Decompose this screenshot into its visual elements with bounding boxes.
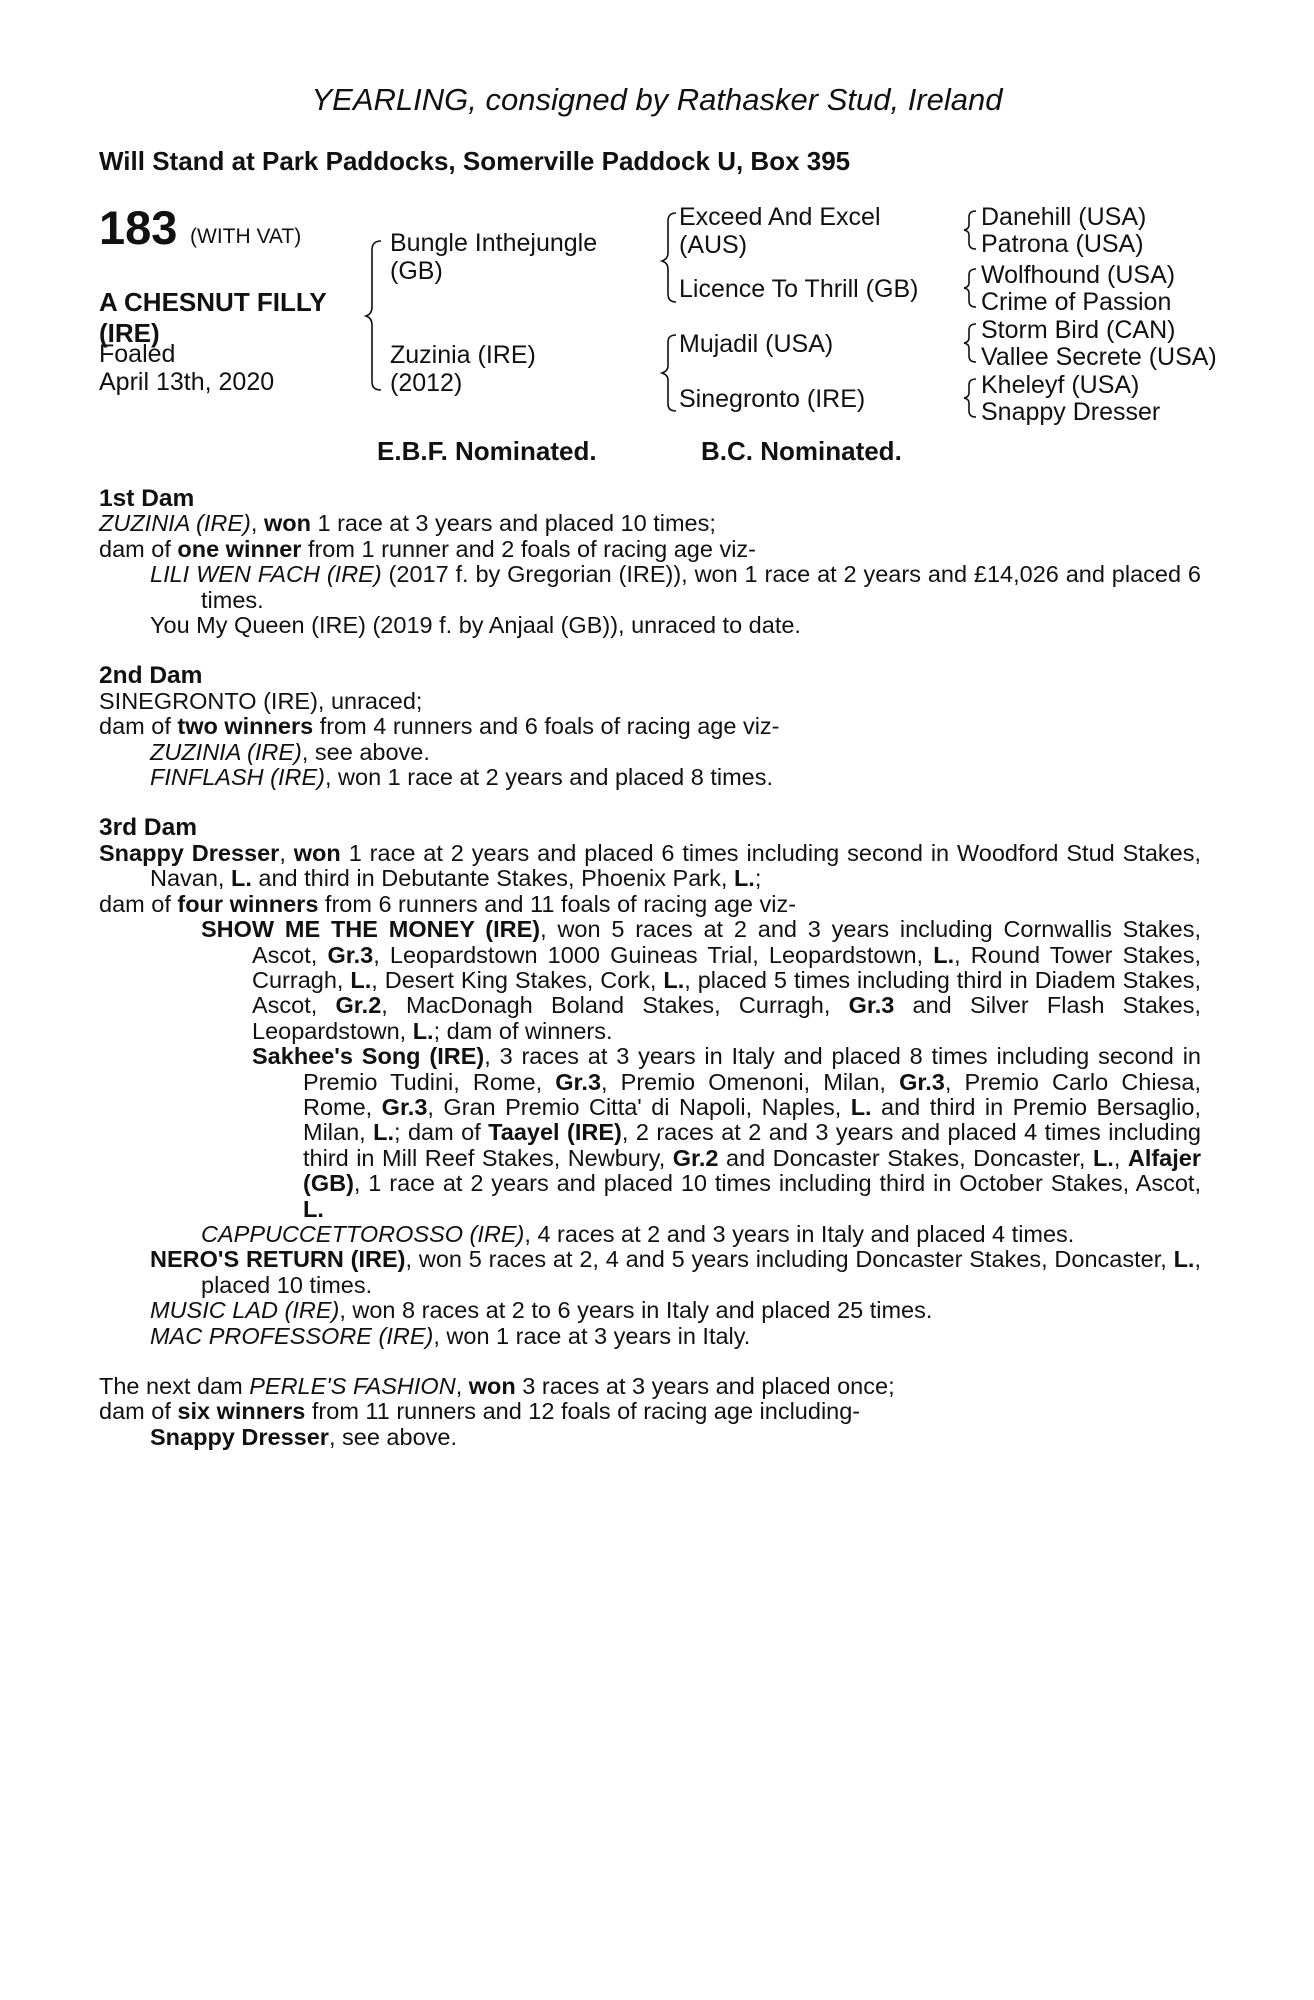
first-dam-section — [99, 486, 1201, 638]
winners-count: two winners — [177, 713, 314, 740]
produce-summary — [99, 537, 1201, 562]
produce-entry — [99, 917, 1201, 1044]
brace-gen3-1 — [964, 211, 976, 249]
pedigree-gen3-4: Crime of Passion — [981, 288, 1172, 316]
page-title: YEARLING, consigned by Rathasker Stud, Ireland — [311, 82, 1003, 117]
foaled-info — [99, 340, 274, 396]
text: , won 1 race at 3 years in Italy. — [433, 1322, 751, 1349]
grade-marker: Gr.3 — [327, 941, 374, 968]
won-text: won — [263, 510, 311, 537]
text: , see above. — [328, 1423, 457, 1450]
lot-number: 183 — [99, 201, 178, 254]
dam-line — [99, 841, 1201, 892]
produce-summary — [99, 892, 1201, 917]
text: , — [279, 839, 294, 866]
listed-marker: L. — [303, 1195, 324, 1222]
won-text: won — [468, 1373, 516, 1399]
section-heading: 1st Dam — [99, 485, 195, 512]
grade-marker: Gr.3 — [381, 1093, 428, 1120]
text: ; dam of — [394, 1119, 489, 1146]
grade-marker: Gr.3 — [555, 1068, 602, 1095]
text: , Round Tower Stakes, Curragh, — [252, 941, 1201, 993]
sire-sire-name: Exceed And Excel — [679, 203, 881, 231]
text: , 2 races at 2 and 3 years and placed 4 times including third in Mill Reef Stakes, Newbury, — [303, 1119, 1201, 1171]
produce-entry — [99, 1425, 1201, 1450]
dam-line — [99, 511, 1201, 536]
produce-entry — [99, 562, 1201, 613]
pedigree-gen3-5: Storm Bird (CAN) — [981, 316, 1176, 344]
brace-gen3-3 — [964, 324, 976, 362]
sire-country: (GB) — [390, 257, 443, 285]
text: , Leopardstown 1000 Guineas Trial, Leopardstown, — [373, 941, 934, 968]
winners-count: one winner — [177, 535, 302, 562]
produce-summary — [99, 714, 1201, 739]
text: , — [250, 510, 264, 537]
pedigree-gen3-3: Wolfhound (USA) — [981, 261, 1176, 289]
winners-count: six winners — [177, 1398, 306, 1425]
text: and Doncaster Stakes, Doncaster, — [718, 1144, 1093, 1171]
foaled-date: April 13th, 2020 — [99, 368, 275, 396]
text: 1 race at 2 years and placed 6 times including second in Woodford Stud Stakes, Navan, — [150, 839, 1202, 892]
text: , — [455, 1373, 469, 1399]
text: , placed 5 times including third in Diadem Stakes, Ascot, — [252, 966, 1201, 1019]
listed-marker: L. — [733, 865, 755, 892]
produce-entry: You My Queen (IRE) (2019 f. by Anjaal (GB)), unraced to date. — [150, 612, 801, 639]
second-dam-section — [99, 663, 1201, 790]
grade-marker: Gr.2 — [672, 1144, 719, 1171]
horse-name: Taayel (IRE) — [488, 1119, 622, 1146]
text: , 4 races at 2 and 3 years in Italy and placed 4 times. — [524, 1220, 1075, 1247]
horse-name: Snappy Dresser — [99, 839, 280, 866]
horse-name: Alfajer (GB) — [303, 1144, 1201, 1197]
section-heading: 2nd Dam — [99, 662, 203, 690]
bc-nomination: B.C. Nominated. — [701, 436, 902, 466]
produce-entry — [99, 1044, 1201, 1222]
dam-name: ZUZINIA (IRE) — [99, 510, 251, 537]
text: , MacDonagh Boland Stakes, Curragh, — [381, 992, 849, 1019]
pedigree-gen3-6: Vallee Secrete (USA) — [981, 343, 1217, 371]
text: , see above. — [301, 738, 430, 765]
pedigree-sire-dam: Licence To Thrill (GB) — [679, 275, 919, 303]
text: , Premio Carlo Chiesa, Rome, — [303, 1068, 1202, 1120]
produce-entry — [99, 740, 1201, 765]
text: , 3 races at 3 years in Italy and placed 8 times including second in Premio Tudini, Rome, — [303, 1043, 1201, 1095]
text: from 1 runner and 2 foals of racing age viz- — [301, 535, 756, 562]
listed-marker: L. — [373, 1119, 395, 1146]
pedigree-dam-sire: Mujadil (USA) — [679, 330, 834, 358]
text: dam of — [99, 535, 178, 562]
ebf-nomination: E.B.F. Nominated. — [377, 436, 597, 466]
grade-marker: Gr.3 — [899, 1068, 945, 1095]
pedigree-dam — [390, 341, 536, 397]
text: dam of — [99, 1398, 178, 1425]
grade-marker: Gr.3 — [848, 992, 895, 1019]
text: and Silver Flash Stakes, Leopardstown, — [252, 992, 1201, 1044]
pedigree-gen3-7: Kheleyf (USA) — [981, 371, 1140, 399]
dam-line — [99, 1374, 1201, 1399]
dam-name: Zuzinia (IRE) — [390, 341, 536, 369]
text: dam of — [99, 713, 178, 740]
stand-location: Will Stand at Park Paddocks, Somerville Paddock U, Box 395 — [99, 146, 851, 176]
sire-sire-country: (AUS) — [679, 231, 748, 259]
text: dam of — [99, 890, 178, 917]
horse-name: LILI WEN FACH (IRE) — [150, 561, 382, 588]
horse-name: Sakhee's Song (IRE) — [252, 1043, 485, 1070]
sex-line: A CHESNUT FILLY — [99, 287, 327, 317]
horse-name: SHOW ME THE MONEY (IRE) — [201, 916, 541, 943]
text: from 11 runners and 12 foals of racing age including- — [305, 1398, 861, 1425]
listed-marker: L. — [933, 941, 955, 968]
text: 1 race at 3 years and placed 10 times; — [310, 510, 716, 537]
dam-line: SINEGRONTO (IRE), unraced; — [99, 687, 423, 714]
horse-name: CAPPUCCETTOROSSO (IRE) — [201, 1220, 525, 1247]
dam-year: (2012) — [390, 369, 463, 397]
pedigree-sire — [390, 229, 597, 285]
won-text: won — [293, 839, 341, 866]
next-dam-section — [99, 1374, 1201, 1450]
text: and third in Debutante Stakes, Phoenix Park, — [251, 865, 734, 892]
horse-name: FINFLASH (IRE) — [150, 764, 325, 791]
listed-marker: L. — [350, 966, 372, 993]
produce-entry — [99, 1324, 1201, 1349]
brace-gen3-4 — [964, 379, 976, 417]
produce-entry — [99, 1247, 1201, 1298]
produce-entry — [99, 1298, 1201, 1323]
brace-gen2-top — [662, 213, 676, 302]
catalogue-body — [99, 486, 1201, 1450]
brace-gen3-2 — [964, 269, 976, 307]
listed-marker: L. — [663, 966, 685, 993]
vat-note: (WITH VAT) — [190, 225, 302, 248]
text: ; dam of winners. — [433, 1017, 613, 1044]
listed-marker: L. — [850, 1093, 872, 1120]
listed-marker: L. — [412, 1017, 434, 1044]
pedigree-gen3-8: Snappy Dresser — [981, 398, 1161, 426]
listed-marker: L. — [1092, 1144, 1114, 1171]
brace-gen1 — [366, 241, 381, 390]
text: , Premio Omenoni, Milan, — [601, 1068, 900, 1095]
sire-name: Bungle Inthejungle — [390, 229, 598, 257]
text: from 6 runners and 11 foals of racing age viz- — [318, 890, 797, 917]
text: , placed 10 times. — [201, 1246, 1201, 1298]
text: , Desert King Stakes, Cork, — [371, 966, 664, 993]
pedigree-dam-dam: Sinegronto (IRE) — [679, 385, 866, 413]
produce-summary — [99, 1399, 1201, 1424]
foaled-label: Foaled — [99, 340, 176, 368]
listed-marker: L. — [231, 865, 252, 892]
brace-gen2-bottom — [662, 335, 676, 411]
text: , won 5 races at 2, 4 and 5 years including Doncaster Stakes, Doncaster, — [405, 1246, 1174, 1273]
grade-marker: Gr.2 — [335, 992, 382, 1019]
horse-name: Snappy Dresser — [150, 1423, 329, 1450]
horse-name: MAC PROFESSORE (IRE) — [150, 1322, 434, 1349]
text: (2017 f. by Gregorian (IRE)), won 1 race at 2 years and £14,026 and placed 6 times. — [201, 561, 1201, 613]
text: 3 races at 3 years and placed once; — [515, 1373, 895, 1399]
produce-entry — [99, 1222, 1201, 1247]
text: , won 1 race at 2 years and placed 8 times. — [324, 764, 774, 791]
text: , won 5 races at 2 and 3 years including Cornwallis Stakes, Ascot, — [252, 916, 1201, 968]
country-line: (IRE) — [99, 318, 160, 348]
text: The next dam — [99, 1373, 250, 1399]
text: from 4 runners and 6 foals of racing age viz- — [313, 713, 780, 740]
pedigree-gen3-2: Patrona (USA) — [981, 230, 1144, 258]
text: , — [1113, 1144, 1128, 1171]
third-dam-section — [99, 815, 1201, 1349]
dam-name: PERLE'S FASHION — [249, 1373, 456, 1399]
horse-name: ZUZINIA (IRE) — [150, 738, 302, 765]
text: , Gran Premio Citta' di Napoli, Naples, — [427, 1093, 851, 1120]
section-heading: 3rd Dam — [99, 814, 198, 842]
horse-name: NERO'S RETURN (IRE) — [150, 1246, 406, 1273]
text: and third in Premio Bersaglio, Milan, — [303, 1093, 1201, 1146]
pedigree-sire-sire — [679, 203, 881, 259]
listed-marker: L. — [1173, 1246, 1195, 1273]
text: , won 8 races at 2 to 6 years in Italy and placed 25 times. — [339, 1297, 933, 1324]
pedigree-gen3-1: Danehill (USA) — [981, 203, 1147, 231]
horse-name: MUSIC LAD (IRE) — [150, 1297, 340, 1324]
text: , 1 race at 2 years and placed 10 times including third in October Stakes, Ascot, — [353, 1170, 1201, 1197]
text: ; — [754, 865, 762, 892]
winners-count: four winners — [177, 890, 319, 917]
produce-entry — [99, 765, 1201, 790]
